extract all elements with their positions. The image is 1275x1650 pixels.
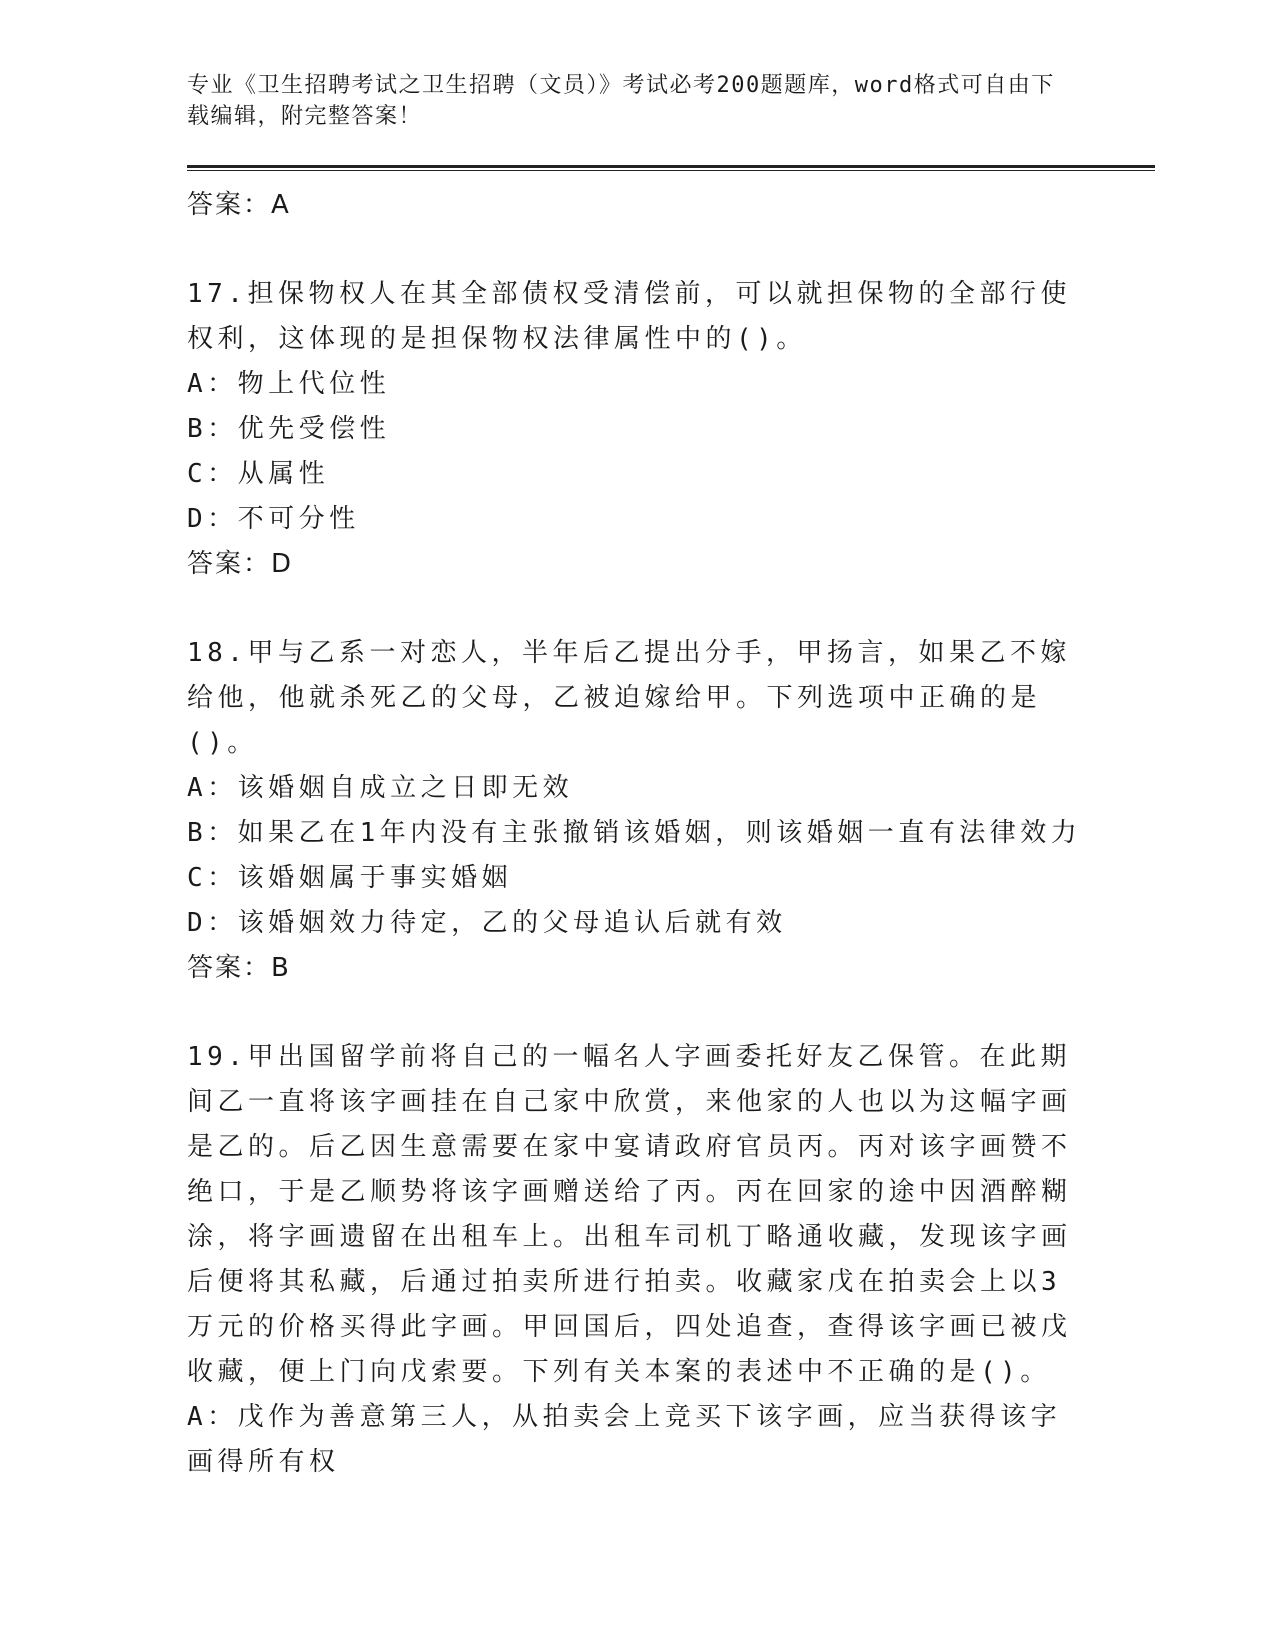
option-a: A：该婚姻自成立之日即无效 (187, 773, 574, 803)
header-divider (187, 165, 1155, 171)
question-19 (187, 1035, 1147, 1485)
answer-value: A (271, 190, 289, 220)
question-17 (187, 272, 1147, 587)
question-stem: 17.担保物权人在其全部债权受清偿前，可以就担保物的全部行使权利，这体现的是担保物权法律属性中的()。 (187, 279, 1071, 354)
question-stem: 19.甲出国留学前将自己的一幅名人字画委托好友乙保管。在此期间乙一直将该字画挂在自己家中欣赏，来他家的人也以为这幅字画是乙的。后乙因生意需要在家中宴请政府官员丙。丙对该字画赞不绝口，于是乙顺势将该字画赠送给了丙。丙在回家的途中因酒醉糊涂，将字画遗留在出租车上。出租车司机丁略通收藏，发现该字画后便将其私藏，后通过拍卖所进行拍卖。收藏家戊在拍卖会上以3万元的价格买得此字画。甲回国后，四处追查，查得该字画已被戊收藏，便上门向戊索要。下列有关本案的表述中不正确的是()。 (187, 1042, 1072, 1387)
answer-label: 答案： (187, 953, 272, 983)
question-18 (187, 631, 1147, 991)
answer-value: D (271, 549, 292, 579)
answer-label: 答案： (187, 190, 272, 220)
option-b: B：优先受偿性 (187, 414, 391, 444)
document-page (187, 70, 1147, 1485)
option-c: C：从属性 (187, 459, 330, 489)
question-answer (187, 946, 1147, 991)
option-a: A：物上代位性 (187, 369, 391, 399)
document-header: 专业《卫生招聘考试之卫生招聘（文员）》考试必考200题题库，word格式可自由下载编辑，附完整答案！ (187, 73, 1055, 129)
answer-label: 答案： (187, 549, 272, 579)
option-a: A：戊作为善意第三人，从拍卖会上竞买下该字画，应当获得该字画得所有权 (187, 1402, 1062, 1477)
question-stem: 18.甲与乙系一对恋人，半年后乙提出分手，甲扬言，如果乙不嫁给他，他就杀死乙的父母，乙被迫嫁给甲。下列选项中正确的是()。 (187, 638, 1071, 758)
option-d: D：不可分性 (187, 504, 360, 534)
question-answer (187, 542, 1147, 587)
option-b: B：如果乙在1年内没有主张撤销该婚姻，则该婚姻一直有法律效力 (187, 818, 1082, 848)
option-c: C：该婚姻属于事实婚姻 (187, 863, 513, 893)
option-d: D：该婚姻效力待定，乙的父母追认后就有效 (187, 908, 787, 938)
previous-answer (187, 183, 1147, 228)
answer-value: B (271, 953, 289, 983)
